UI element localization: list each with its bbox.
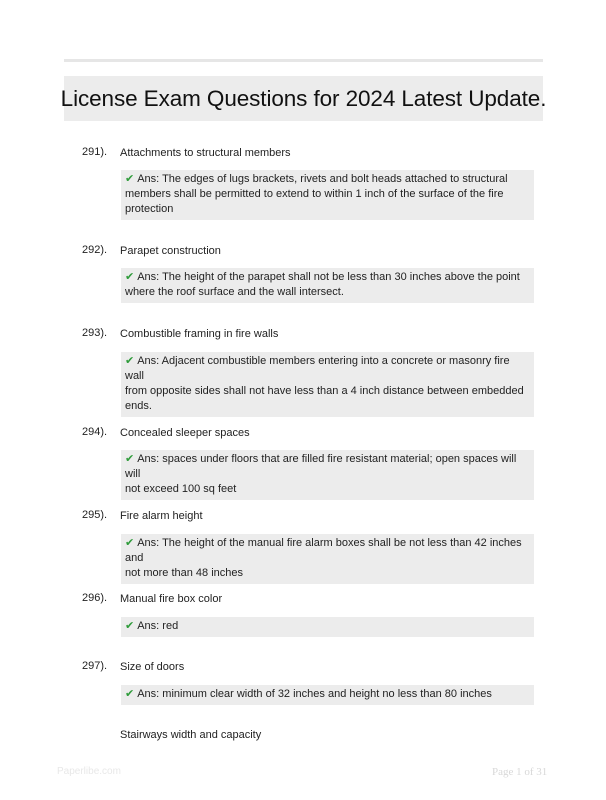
answer-box — [121, 450, 534, 500]
answer-text: Ans: red — [137, 620, 179, 632]
answer-text: Ans: The height of the manual fire alarm boxes shall be not less than 42 inches and — [125, 537, 522, 564]
answer-text: from opposite sides shall not have less than a 4 inch distance between embedded — [125, 385, 524, 397]
answer-line — [125, 566, 530, 581]
answer-line — [125, 482, 530, 497]
answer-line — [125, 384, 530, 399]
answer-text: where the roof surface and the wall intersect. — [125, 286, 344, 298]
checkmark-icon: ✔ — [125, 355, 135, 367]
answer-text: Ans: The height of the parapet shall not be less than 30 inches above the point — [137, 271, 520, 283]
answer-line — [125, 619, 530, 634]
checkmark-icon: ✔ — [125, 688, 135, 700]
question-text: Combustible framing in fire walls — [120, 328, 279, 340]
answer-text: Ans: The edges of lugs brackets, rivets and bolt heads attached to structural — [137, 173, 508, 185]
question-text: Fire alarm height — [120, 510, 203, 522]
answer-line — [125, 202, 530, 217]
top-divider — [64, 59, 543, 62]
answer-box — [121, 268, 534, 303]
next-question: Stairways width and capacity — [120, 729, 262, 741]
checkmark-icon: ✔ — [125, 453, 135, 465]
answer-text: Ans: minimum clear width of 32 inches and height no less than 80 inches — [137, 688, 492, 700]
answer-text: members shall be permitted to extend to within 1 inch of the surface of the fire — [125, 188, 504, 200]
answer-box — [121, 534, 534, 584]
question-number: 294). — [82, 426, 108, 438]
footer-watermark: Paperlibe.com — [57, 766, 121, 777]
answer-box — [121, 685, 534, 705]
answer-text: protection — [125, 203, 174, 215]
answer-text: Ans: Adjacent combustible members entering into a concrete or masonry fire wall — [125, 355, 510, 382]
answer-text: Ans: spaces under floors that are filled fire resistant material; open spaces will will — [125, 453, 517, 480]
question-number: 293). — [82, 327, 108, 339]
question-text: Size of doors — [120, 661, 185, 673]
question-number: 292). — [82, 244, 108, 256]
answer-line — [125, 687, 530, 702]
answer-line — [125, 187, 530, 202]
answer-line — [125, 285, 530, 300]
checkmark-icon: ✔ — [125, 173, 135, 185]
question-number: 295). — [82, 509, 108, 521]
answer-line — [125, 452, 530, 482]
answer-box — [121, 617, 534, 637]
answer-line — [125, 270, 530, 285]
question-text: Attachments to structural members — [120, 147, 291, 159]
checkmark-icon: ✔ — [125, 620, 135, 632]
answer-line — [125, 172, 530, 187]
question-text: Manual fire box color — [120, 593, 223, 605]
question-number: 291). — [82, 146, 108, 158]
answer-box — [121, 170, 534, 220]
checkmark-icon: ✔ — [125, 537, 135, 549]
page-title: License Exam Questions for 2024 Latest Update. — [60, 85, 547, 111]
answer-line — [125, 399, 530, 414]
answer-line — [125, 536, 530, 566]
title-banner — [60, 76, 547, 121]
question-text: Parapet construction — [120, 245, 221, 257]
checkmark-icon: ✔ — [125, 271, 135, 283]
answer-box — [121, 352, 534, 417]
answer-text: ends. — [125, 400, 152, 412]
answer-line — [125, 354, 530, 384]
question-number: 296). — [82, 592, 108, 604]
page-number: Page 1 of 31 — [492, 766, 548, 778]
question-text: Concealed sleeper spaces — [120, 427, 250, 439]
answer-text: not exceed 100 sq feet — [125, 483, 237, 495]
answer-text: not more than 48 inches — [125, 567, 244, 579]
question-number: 297). — [82, 660, 108, 672]
